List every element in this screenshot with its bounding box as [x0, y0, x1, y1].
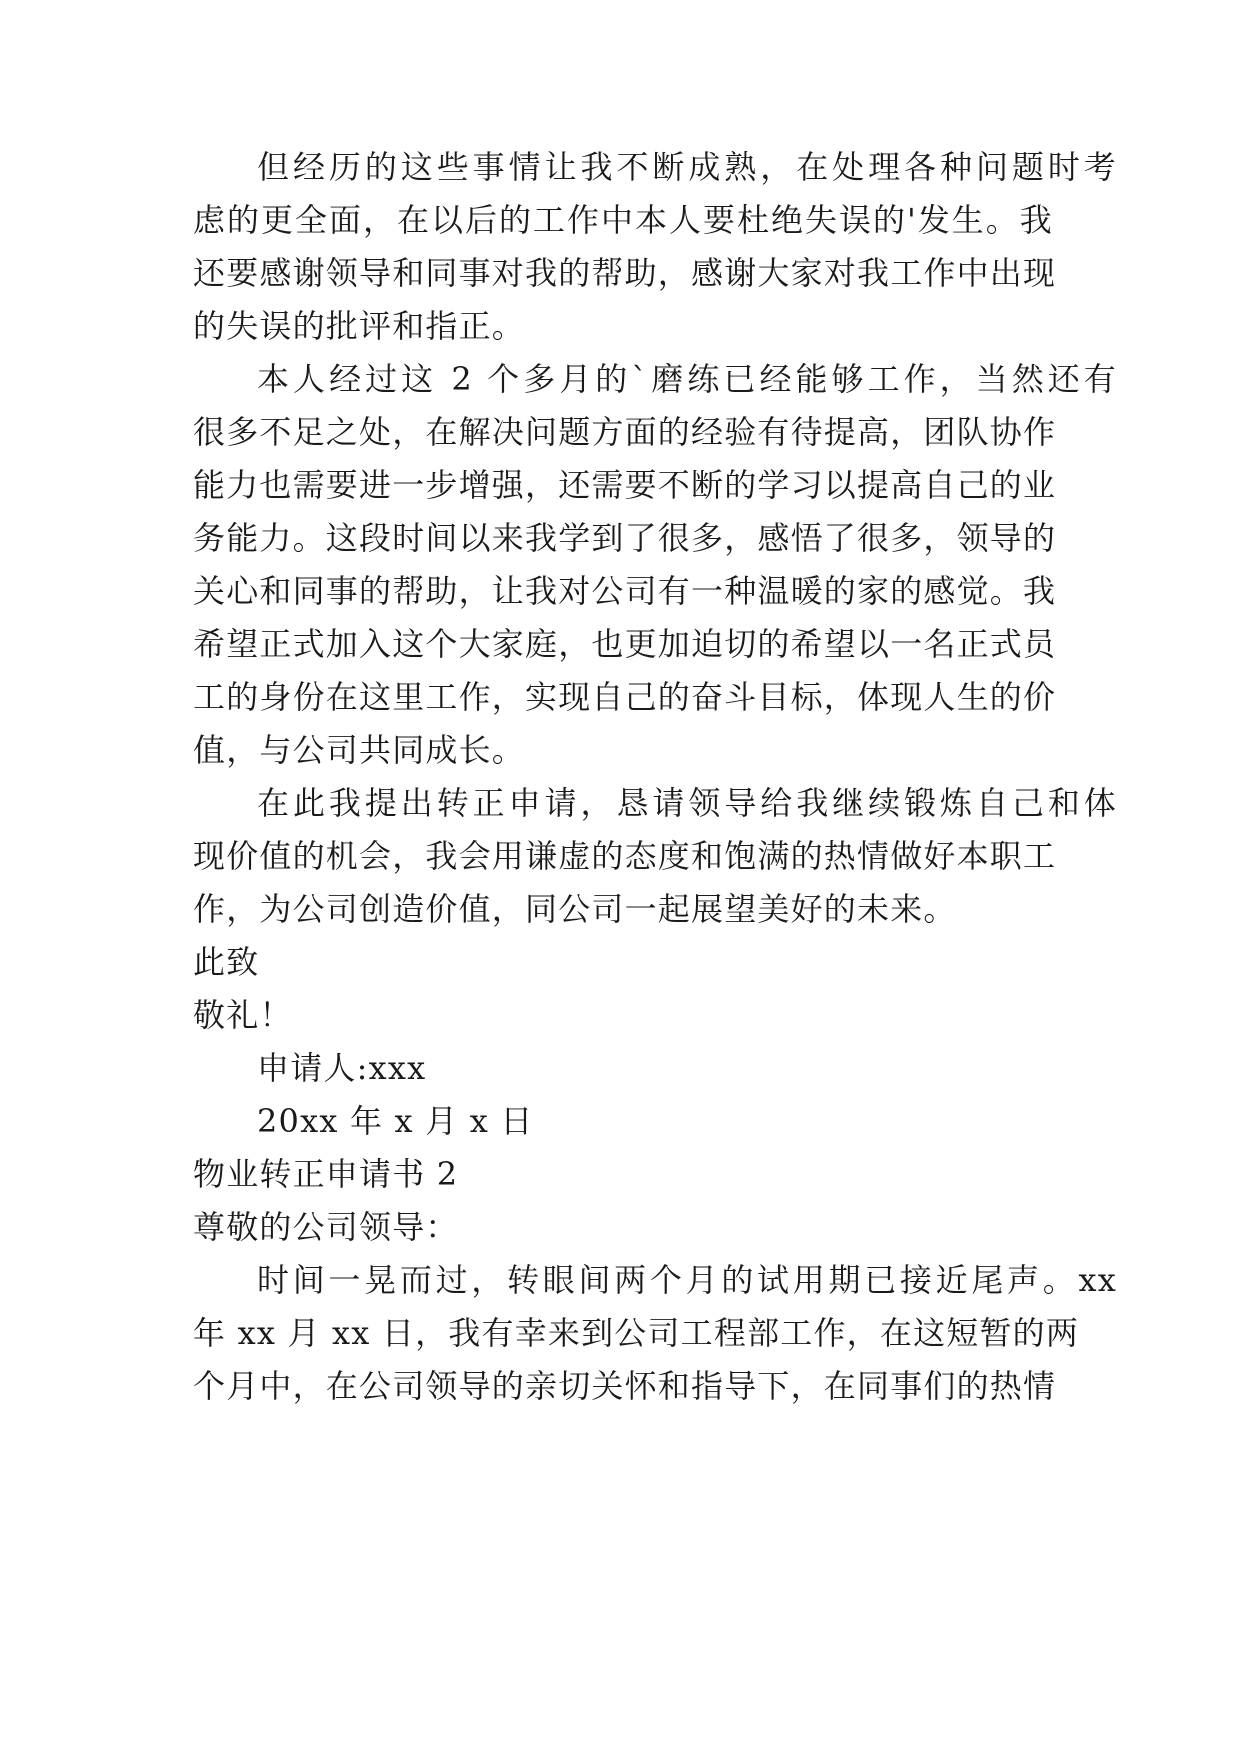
paragraph-line: 的失误的批评和指正。 — [193, 307, 526, 345]
paragraph-line: 很多不足之处，在解决问题方面的经验有待提高，团队协作 — [193, 413, 1057, 451]
paragraph-line: 作，为公司创造价值，同公司一起展望美好的未来。 — [193, 890, 957, 928]
paragraph-line: 本人经过这 2 个多月的`磨练已经能够工作，当然还有 — [257, 360, 1117, 398]
applicant-signature: 申请人:xxx — [257, 1049, 427, 1087]
paragraph-line: 年 xx 月 xx 日，我有幸来到公司工程部工作，在这短暂的两 — [193, 1314, 1080, 1352]
paragraph-line: 现价值的机会，我会用谦虚的态度和饱满的热情做好本职工 — [193, 837, 1057, 875]
paragraph-line: 但经历的这些事情让我不断成熟，在处理各种问题时考 — [257, 148, 1117, 186]
section-title: 物业转正申请书 2 — [193, 1155, 459, 1193]
closing-regards: 敬礼！ — [193, 996, 293, 1034]
closing-salutation: 此致 — [193, 943, 260, 981]
paragraph-line: 还要感谢领导和同事对我的帮助，感谢大家对我工作中出现 — [193, 254, 1057, 292]
paragraph-line: 工的身份在这里工作，实现自己的奋斗目标，体现人生的价 — [193, 678, 1057, 716]
paragraph-line: 虑的更全面，在以后的工作中本人要杜绝失误的'发生。我 — [193, 201, 1053, 239]
paragraph-line: 务能力。这段时间以来我学到了很多，感悟了很多，领导的 — [193, 519, 1057, 557]
paragraph-line: 值，与公司共同成长。 — [193, 731, 526, 769]
paragraph-line: 个月中，在公司领导的亲切关怀和指导下，在同事们的热情 — [193, 1367, 1057, 1405]
letter-greeting: 尊敬的公司领导： — [193, 1208, 459, 1246]
paragraph-line: 时间一晃而过，转眼间两个月的试用期已接近尾声。xx — [257, 1261, 1117, 1299]
signature-date: 20xx 年 x 月 x 日 — [257, 1102, 534, 1140]
paragraph-line: 希望正式加入这个大家庭，也更加迫切的希望以一名正式员 — [193, 625, 1057, 663]
paragraph-line: 能力也需要进一步增强，还需要不断的学习以提高自己的业 — [193, 466, 1057, 504]
paragraph-line: 关心和同事的帮助，让我对公司有一种温暖的家的感觉。我 — [193, 572, 1057, 610]
paragraph-line: 在此我提出转正申请，恳请领导给我继续锻炼自己和体 — [257, 784, 1117, 822]
